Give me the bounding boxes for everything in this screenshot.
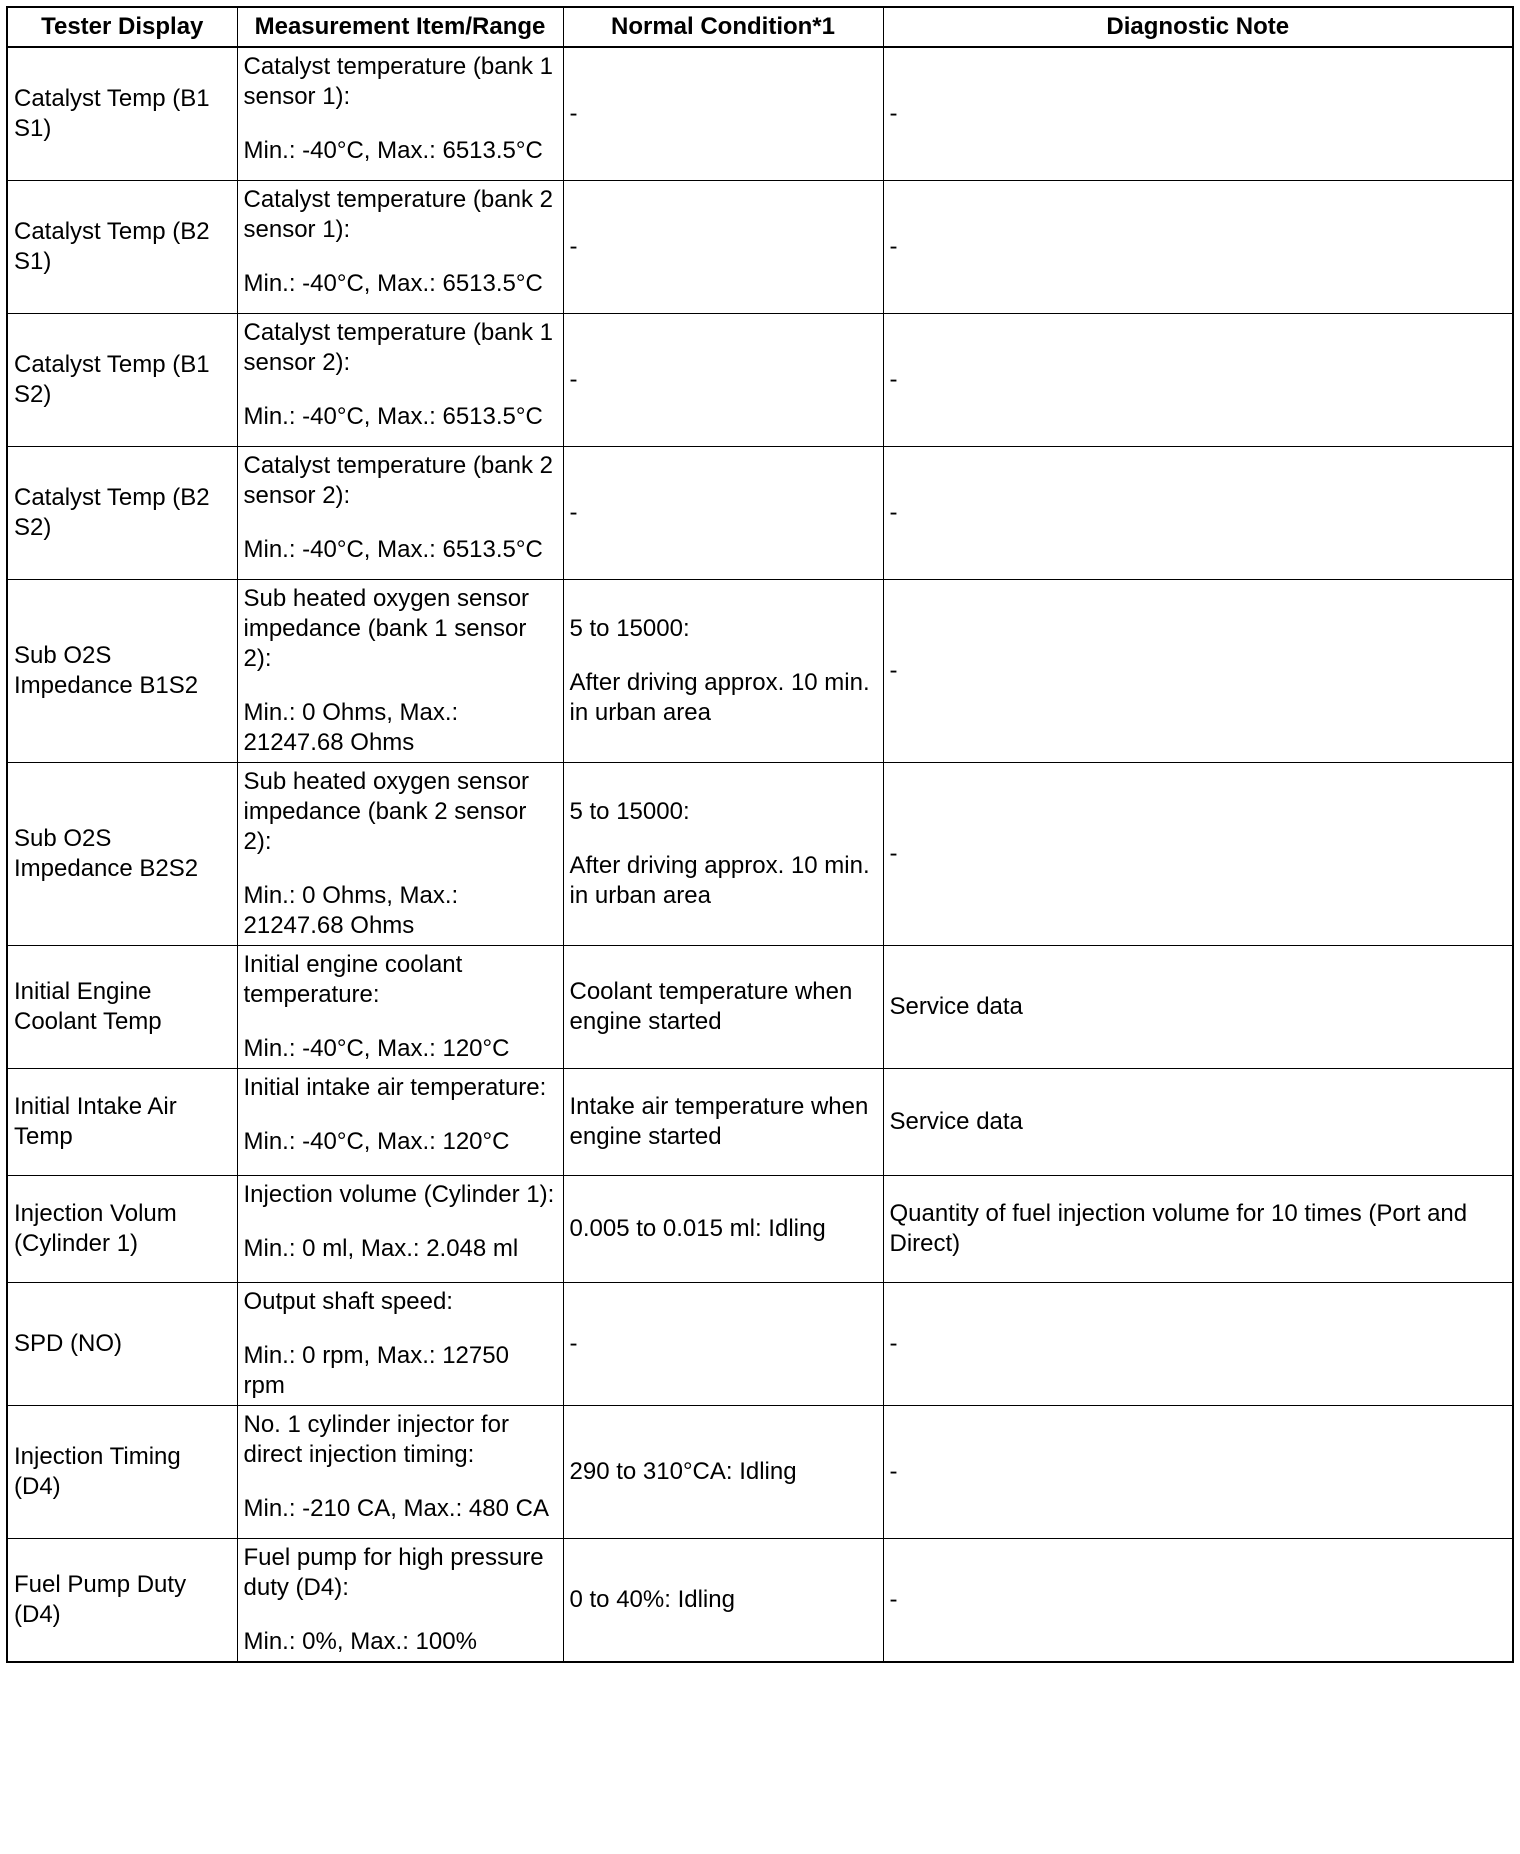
tester-display-cell: Sub O2S Impedance B2S2	[7, 762, 237, 945]
measurement-range: Min.: 0%, Max.: 100%	[243, 1627, 477, 1655]
diagnostic-note-cell: Quantity of fuel injection volume for 10 times (Port and Direct)	[883, 1175, 1513, 1282]
measurement-item: Output shaft speed:	[243, 1287, 453, 1315]
normal-condition: 5 to 15000:	[569, 797, 690, 825]
normal-condition: -	[569, 232, 578, 260]
measurement-item: Fuel pump for high pressure duty (D4):	[243, 1543, 544, 1601]
tester-display-cell: Catalyst Temp (B2 S2)	[7, 446, 237, 579]
measurement-range: Min.: 0 rpm, Max.: 12750 rpm	[243, 1341, 509, 1399]
normal-condition-cell	[563, 1068, 883, 1175]
diagnostic-note-cell: -	[883, 446, 1513, 579]
table-row	[7, 1282, 1513, 1405]
normal-condition-cell	[563, 47, 883, 180]
normal-condition-cell	[563, 446, 883, 579]
measurement-range: Min.: -210 CA, Max.: 480 CA	[243, 1494, 549, 1522]
measurement-range: Min.: -40°C, Max.: 6513.5°C	[243, 535, 543, 563]
diagnostic-note-cell: -	[883, 1282, 1513, 1405]
measurement-cell	[237, 579, 563, 762]
measurement-cell	[237, 1282, 563, 1405]
measurement-item: Initial engine coolant temperature:	[243, 950, 463, 1008]
tester-display-cell: Catalyst Temp (B2 S1)	[7, 180, 237, 313]
measurement-range: Min.: 0 ml, Max.: 2.048 ml	[243, 1234, 519, 1262]
normal-condition: Coolant temperature when engine started	[569, 977, 853, 1035]
table-row	[7, 47, 1513, 180]
measurement-cell	[237, 1175, 563, 1282]
measurement-cell	[237, 313, 563, 446]
normal-condition-note: After driving approx. 10 min. in urban area	[569, 668, 870, 726]
normal-condition-cell	[563, 1405, 883, 1538]
normal-condition-cell	[563, 1538, 883, 1662]
measurement-item: Sub heated oxygen sensor impedance (bank 2 sensor 2):	[243, 767, 530, 855]
header-normal-condition: Normal Condition*1	[563, 7, 883, 47]
table-row	[7, 945, 1513, 1068]
table-row	[7, 446, 1513, 579]
diagnostic-note-cell: Service data	[883, 945, 1513, 1068]
normal-condition: -	[569, 498, 578, 526]
table-header-row	[7, 7, 1513, 47]
diagnostic-note-cell: -	[883, 579, 1513, 762]
normal-condition: 290 to 310°CA: Idling	[569, 1457, 797, 1485]
header-diagnostic-note: Diagnostic Note	[883, 7, 1513, 47]
tester-display-cell: Fuel Pump Duty (D4)	[7, 1538, 237, 1662]
measurement-cell	[237, 47, 563, 180]
measurement-cell	[237, 945, 563, 1068]
tester-display-cell: Injection Timing (D4)	[7, 1405, 237, 1538]
diagnostic-note-cell: -	[883, 1405, 1513, 1538]
normal-condition: 0 to 40%: Idling	[569, 1585, 735, 1613]
measurement-range: Min.: 0 Ohms, Max.: 21247.68 Ohms	[243, 698, 459, 756]
measurement-item: Catalyst temperature (bank 2 sensor 1):	[243, 185, 553, 243]
measurement-item: Catalyst temperature (bank 1 sensor 2):	[243, 318, 553, 376]
table-row	[7, 579, 1513, 762]
header-measurement-item: Measurement Item/Range	[237, 7, 563, 47]
table-row	[7, 762, 1513, 945]
tester-display-cell: Catalyst Temp (B1 S1)	[7, 47, 237, 180]
measurement-cell	[237, 1405, 563, 1538]
normal-condition-cell	[563, 180, 883, 313]
normal-condition: Intake air temperature when engine started	[569, 1092, 869, 1150]
normal-condition: 0.005 to 0.015 ml: Idling	[569, 1214, 826, 1242]
tester-display-cell: Sub O2S Impedance B1S2	[7, 579, 237, 762]
normal-condition: -	[569, 365, 578, 393]
measurement-item: Catalyst temperature (bank 1 sensor 1):	[243, 53, 553, 110]
measurement-cell	[237, 1068, 563, 1175]
diagnostic-note-cell: -	[883, 47, 1513, 180]
header-tester-display: Tester Display	[7, 7, 237, 47]
tester-display-cell: Injection Volum (Cylinder 1)	[7, 1175, 237, 1282]
measurement-cell	[237, 1538, 563, 1662]
measurement-range: Min.: 0 Ohms, Max.: 21247.68 Ohms	[243, 881, 459, 939]
diagnostic-note-cell: -	[883, 762, 1513, 945]
measurement-cell	[237, 446, 563, 579]
normal-condition-cell	[563, 762, 883, 945]
measurement-cell	[237, 762, 563, 945]
measurement-range: Min.: -40°C, Max.: 6513.5°C	[243, 137, 543, 164]
diagnostic-note-cell: -	[883, 313, 1513, 446]
diagnostic-note-cell: -	[883, 1538, 1513, 1662]
measurement-item: No. 1 cylinder injector for direct injection timing:	[243, 1410, 509, 1468]
measurement-item: Initial intake air temperature:	[243, 1073, 547, 1101]
normal-condition-cell	[563, 1282, 883, 1405]
measurement-item: Injection volume (Cylinder 1):	[243, 1180, 555, 1208]
table-row	[7, 1175, 1513, 1282]
tester-display-cell: Catalyst Temp (B1 S2)	[7, 313, 237, 446]
table-row	[7, 1538, 1513, 1662]
normal-condition-cell	[563, 1175, 883, 1282]
normal-condition-cell	[563, 579, 883, 762]
tester-data-table	[6, 6, 1514, 1663]
measurement-range: Min.: -40°C, Max.: 120°C	[243, 1034, 510, 1062]
measurement-range: Min.: -40°C, Max.: 6513.5°C	[243, 402, 543, 430]
table-row	[7, 1068, 1513, 1175]
tester-display-cell: Initial Intake Air Temp	[7, 1068, 237, 1175]
normal-condition: -	[569, 1329, 578, 1357]
normal-condition-cell	[563, 313, 883, 446]
diagnostic-note-cell: Service data	[883, 1068, 1513, 1175]
measurement-range: Min.: -40°C, Max.: 120°C	[243, 1127, 510, 1155]
measurement-range: Min.: -40°C, Max.: 6513.5°C	[243, 269, 543, 297]
table-row	[7, 1405, 1513, 1538]
normal-condition: 5 to 15000:	[569, 614, 690, 642]
normal-condition-note: After driving approx. 10 min. in urban area	[569, 851, 870, 909]
measurement-item: Catalyst temperature (bank 2 sensor 2):	[243, 451, 553, 509]
table-row	[7, 180, 1513, 313]
measurement-cell	[237, 180, 563, 313]
table-row	[7, 313, 1513, 446]
normal-condition: -	[569, 99, 578, 127]
normal-condition-cell	[563, 945, 883, 1068]
diagnostic-note-cell: -	[883, 180, 1513, 313]
measurement-item: Sub heated oxygen sensor impedance (bank 1 sensor 2):	[243, 584, 530, 672]
tester-display-cell: SPD (NO)	[7, 1282, 237, 1405]
tester-display-cell: Initial Engine Coolant Temp	[7, 945, 237, 1068]
